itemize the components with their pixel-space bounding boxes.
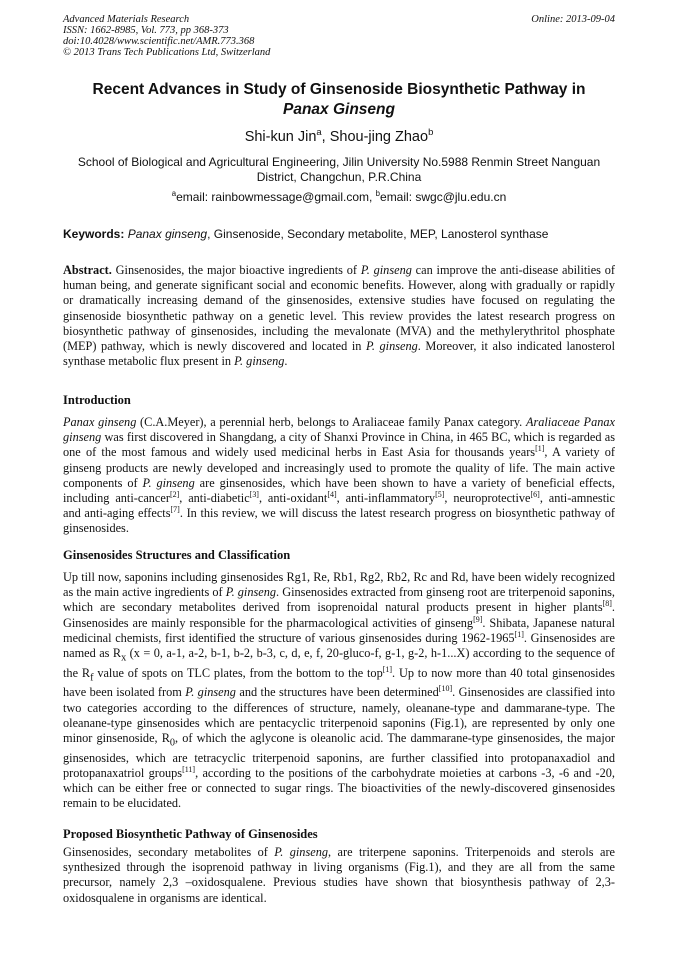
structures-species: P. ginseng	[185, 685, 236, 700]
intro-text: was first discovered in Shangdang, a city of Shanxi Province in China, in 465 BC, which is regarded as one of the most famous and widely used medicinal herbs in East Asia for thousands years	[63, 430, 615, 460]
email-b: email: swgc@jlu.edu.cn	[380, 190, 507, 204]
intro-species: Panax ginseng	[63, 415, 137, 429]
author-1: Shi-kun Jin	[244, 129, 317, 145]
abstract-text: . Moreover, it also indicated lanosterol synthase metabolic flux present in	[63, 339, 615, 369]
structures-text: . Ginsenosides are named as R	[63, 630, 615, 661]
structures-paragraph	[63, 570, 615, 811]
intro-text: , anti-amnestic and anti-aging effects	[63, 491, 615, 521]
abstract-species: P. ginseng	[365, 339, 418, 354]
citation: [6]	[530, 489, 540, 499]
pathway-species: P. ginseng	[274, 845, 328, 859]
intro-text: , A variety of ginseng products are newly developed and increasingly used to promote the quality of life. The main active components of	[63, 445, 615, 490]
citation: [1]	[514, 629, 524, 639]
journal-name: Advanced Materials Research	[63, 14, 190, 25]
intro-text: , neuroprotective	[444, 491, 531, 506]
author-list	[63, 128, 615, 146]
structures-text: . Ginsenosides are mainly responsible for the pharmacological activities of ginseng	[63, 600, 615, 630]
paper-title	[63, 80, 615, 120]
structures-text: (x = 0, a-1, a-2, b-1, b-2, b-3, c, d, e, f, 20-gluco-f, g-1, g-2, h-1...X) according to the sequence of the R	[63, 646, 615, 680]
journal-header	[63, 14, 615, 58]
subscript: 0	[169, 737, 176, 749]
abstract-text: Ginsenosides, the major bioactive ingredients of	[111, 263, 361, 277]
author-2-marker: b	[428, 126, 434, 138]
copyright-line: © 2013 Trans Tech Publications Ltd, Switzerland	[63, 47, 271, 58]
structures-species: P. ginseng	[225, 585, 277, 600]
abstract-text: .	[284, 354, 288, 369]
abstract-paragraph	[63, 263, 615, 369]
structures-text: . Ginsenosides extracted from ginseng root are triterpenoid saponins, which are secondary metabolites derived from isoprenoidal natural products present in higher plants	[63, 585, 615, 615]
section-heading-introduction: Introduction	[63, 393, 131, 407]
introduction-paragraph	[63, 415, 615, 537]
keyword-panax: Panax ginseng	[127, 227, 208, 241]
structures-text: and the structures have been determined	[235, 685, 439, 700]
citation: [1]	[535, 444, 545, 454]
author-1-marker: a	[316, 126, 322, 138]
intro-text: , anti-oxidant	[258, 491, 328, 506]
section-heading-pathway: Proposed Biosynthetic Pathway of Ginsenosides	[63, 827, 318, 841]
doi-line: doi:10.4028/www.scientific.net/AMR.773.368	[63, 36, 255, 47]
citation: [4]	[327, 489, 337, 499]
citation: [3]	[249, 489, 259, 499]
abstract-label: Abstract.	[63, 263, 112, 277]
title-line-2: Panax Ginseng	[283, 101, 395, 118]
structures-text: . Up to now more than 40 total ginsenosides have been isolated from	[63, 665, 615, 700]
citation: [9]	[473, 614, 483, 624]
structures-text: , of which the aglycone is oleanolic acid. The dammarane-type ginsenosides, the major ginsenosides, which are tetracyclic triterpenoid saponins, are further classified into protopanaxadiol and protopanaxatriol groups	[63, 730, 615, 780]
pathway-paragraph	[63, 845, 615, 906]
affiliation: School of Biological and Agricultural Engineering, Jilin University No.5988 Renmin Street Nanguan District, Changchun, P.R.China	[77, 155, 601, 184]
citation: [1]	[382, 664, 393, 674]
structures-text: Up till now, saponins including ginsenosides Rg1, Re, Rb1, Rg2, Rb2, Rc and Rd, have been widely recognized as the main active ingredients of	[63, 570, 615, 600]
issn-line: ISSN: 1662-8985, Vol. 773, pp 368-373	[63, 25, 229, 36]
section-heading-structures: Ginsenosides Structures and Classification	[63, 548, 291, 562]
subscript: x	[121, 652, 127, 664]
citation: [10]	[438, 684, 453, 694]
intro-species: P. ginseng	[142, 475, 195, 490]
intro-text: , anti-diabetic	[179, 491, 250, 506]
intro-text: are ginsenosides, which have been shown to have a variety of beneficial effects, including anti-cancer	[63, 475, 615, 506]
citation: [11]	[182, 764, 196, 774]
author-2: Shou-jing Zhao	[329, 129, 429, 145]
structures-text: . Ginsenosides are classified into two categories according to the differences of structure, namely, oleanane-type and dammarane-type. The oleanane-type ginsenosides which are pentacyclic triterpenoid saponins (Fig.1), are represented by only one minor ginsenoside, R	[63, 685, 616, 745]
keywords	[63, 227, 615, 242]
structures-text: . Shibata, Japanese natural medicinal chemists, first identified the structure of various ginsenosides during 1962-1965	[63, 615, 615, 645]
citation: [2]	[169, 489, 180, 499]
email-a-marker: a	[171, 189, 177, 198]
citation: [7]	[170, 505, 180, 515]
intro-text: . In this review, we will discuss the latest research progress on biosynthetic pathway of ginsenosides.	[63, 506, 615, 536]
citation: [5]	[435, 489, 445, 499]
keywords-rest: , Ginsenoside, Secondary metabolite, MEP, Lanosterol synthase	[207, 227, 549, 241]
abstract-species: P. ginseng	[234, 354, 285, 369]
author-emails	[63, 190, 615, 205]
email-a: email: rainbowmessage@gmail.com,	[176, 190, 376, 204]
subscript: f	[90, 672, 94, 684]
author-separator: ,	[321, 129, 330, 145]
intro-text: , anti-inflammatory	[336, 491, 436, 506]
email-b-marker: b	[375, 189, 381, 198]
intro-species: Araliaceae Panax ginseng	[63, 415, 615, 445]
online-date: Online: 2013-09-04	[531, 14, 615, 25]
structures-text: , according to the positions of the carbohydrate moieties at carbons -3, -6 and -20, which can be either free or connected to sugar rings. The bioactivities of the newly-discovered ginsenosides remain to be elucidated.	[63, 765, 615, 811]
abstract-species: P. ginseng	[360, 263, 412, 277]
abstract-text: can improve the anti-disease abilities of human being, and generate significant social and economic benefits. However, along with gradually or rapidly or dramatically increasing demand of the ginsenosides, extensive studies have focused on regulating the ginsenoside biosynthetic pathway on a genetic level. This review provides the latest research progress on biosynthetic pathway of ginsenosides, including the mevalonate (MVA) and the methylerythritol phosphate (MEP) pathway, which is newly discovered and located in	[63, 263, 615, 354]
pathway-text: Ginsenosides, secondary metabolites of	[63, 845, 275, 859]
citation: [8]	[602, 599, 612, 609]
intro-text: (C.A.Meyer), a perennial herb, belongs to Araliaceae family Panax category.	[136, 415, 526, 429]
title-line-1: Recent Advances in Study of Ginsenoside Biosynthetic Pathway in	[92, 81, 586, 98]
keywords-label: Keywords:	[63, 227, 125, 241]
pathway-text: , are triterpene saponins. Triterpenoids and sterols are synthesized through the isoprenoid pathway in living organisms (Fig.1), and they are all from the same precursor, namely 2,3 –oxidosqualene. Previous studies have shown that biosynthesis pathway of 2,3-oxidosqualene in organisms are identical.	[63, 845, 615, 905]
structures-text: value of spots on TLC plates, from the bottom to the top	[93, 665, 383, 680]
